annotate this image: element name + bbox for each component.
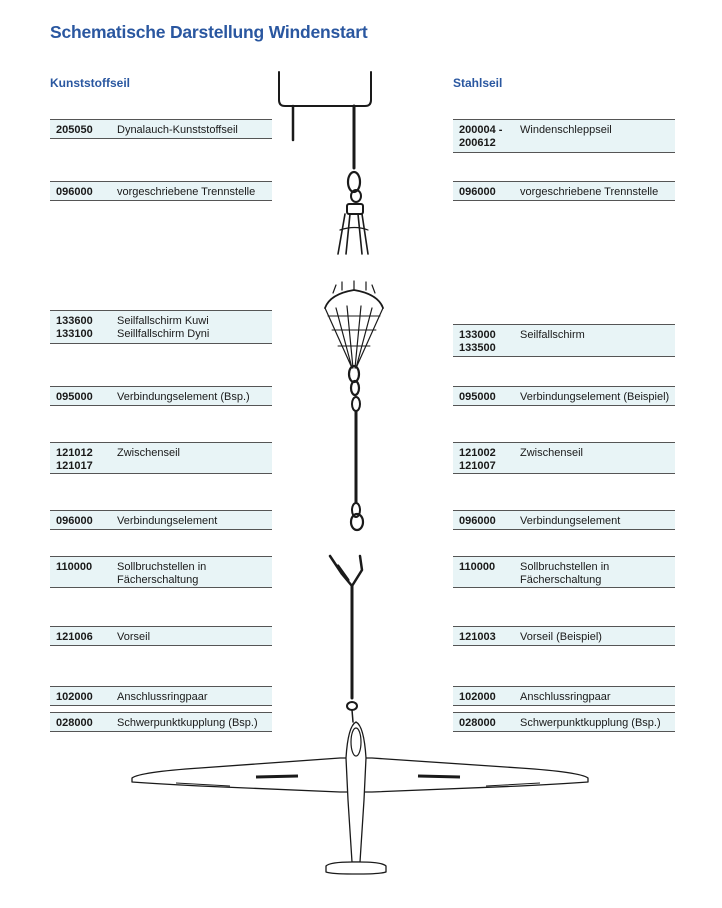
part-number: 028000	[459, 717, 496, 729]
part-label: Sollbruchstellen in Fächerschaltung	[520, 561, 610, 586]
separation-fan	[338, 214, 368, 254]
part-label: Vorseil (Beispiel)	[520, 631, 602, 643]
winch-frame	[279, 72, 371, 106]
part-label: Verbindungselement (Beispiel)	[520, 391, 670, 403]
part-label: Anschlussringpaar	[520, 691, 611, 703]
glider-tail	[326, 862, 386, 874]
part-number: 095000	[459, 391, 496, 403]
part-number: 121012 121017	[56, 447, 93, 472]
part-label: Zwischenseil	[117, 447, 180, 459]
glider-fuselage	[346, 722, 366, 862]
part-number: 121006	[56, 631, 93, 643]
ring-pair	[347, 702, 357, 710]
part-number: 110000	[459, 561, 496, 573]
part-number: 110000	[56, 561, 93, 573]
part-label: Schwerpunktkupplung (Bsp.)	[520, 717, 661, 729]
part-label: Sollbruchstellen in Fächerschaltung	[117, 561, 207, 586]
part-label: Schwerpunktkupplung (Bsp.)	[117, 717, 258, 729]
part-number: 133600 133100	[56, 315, 93, 340]
weak-link-fan	[330, 556, 362, 586]
part-number: 102000	[459, 691, 496, 703]
part-number: 028000	[56, 717, 93, 729]
page-title: Schematische Darstellung Windenstart	[50, 22, 368, 42]
part-label: Anschlussringpaar	[117, 691, 208, 703]
part-number: 121002 121007	[459, 447, 496, 472]
part-label: Zwischenseil	[520, 447, 583, 459]
parachute-lines	[325, 306, 383, 368]
part-label: Verbindungselement (Bsp.)	[117, 391, 250, 403]
airbrake-right	[418, 776, 460, 777]
chain-link	[349, 366, 359, 382]
part-number: 095000	[56, 391, 93, 403]
part-number: 096000	[459, 515, 496, 527]
airbrake-left	[256, 776, 298, 777]
part-label: Seilfallschirm	[520, 329, 585, 341]
part-number: 096000	[56, 515, 93, 527]
part-label: vorgeschriebene Trennstelle	[117, 186, 256, 198]
part-label: vorgeschriebene Trennstelle	[520, 186, 659, 198]
part-number: 121003	[459, 631, 496, 643]
part-label: Windenschleppseil	[520, 124, 612, 136]
part-number: 133000 133500	[459, 329, 496, 354]
part-label: Verbindungselement	[520, 515, 621, 527]
part-label: Vorseil	[117, 631, 151, 643]
right-column-heading: Stahlseil	[453, 76, 503, 90]
left-column-heading: Kunststoffseil	[50, 76, 131, 90]
part-number: 096000	[56, 186, 93, 198]
part-number: 205050	[56, 124, 93, 136]
part-number: 096000	[459, 186, 496, 198]
part-number: 200004 - 200612	[459, 124, 503, 149]
separation-block	[347, 204, 363, 214]
shackle-ring	[348, 172, 360, 192]
part-number: 102000	[56, 691, 93, 703]
part-label: Verbindungselement	[117, 515, 218, 527]
part-label: Dynalauch-Kunststoffseil	[117, 124, 238, 136]
part-label: Seilfallschirm Kuwi Seillfallschirm Dyni	[117, 315, 210, 340]
